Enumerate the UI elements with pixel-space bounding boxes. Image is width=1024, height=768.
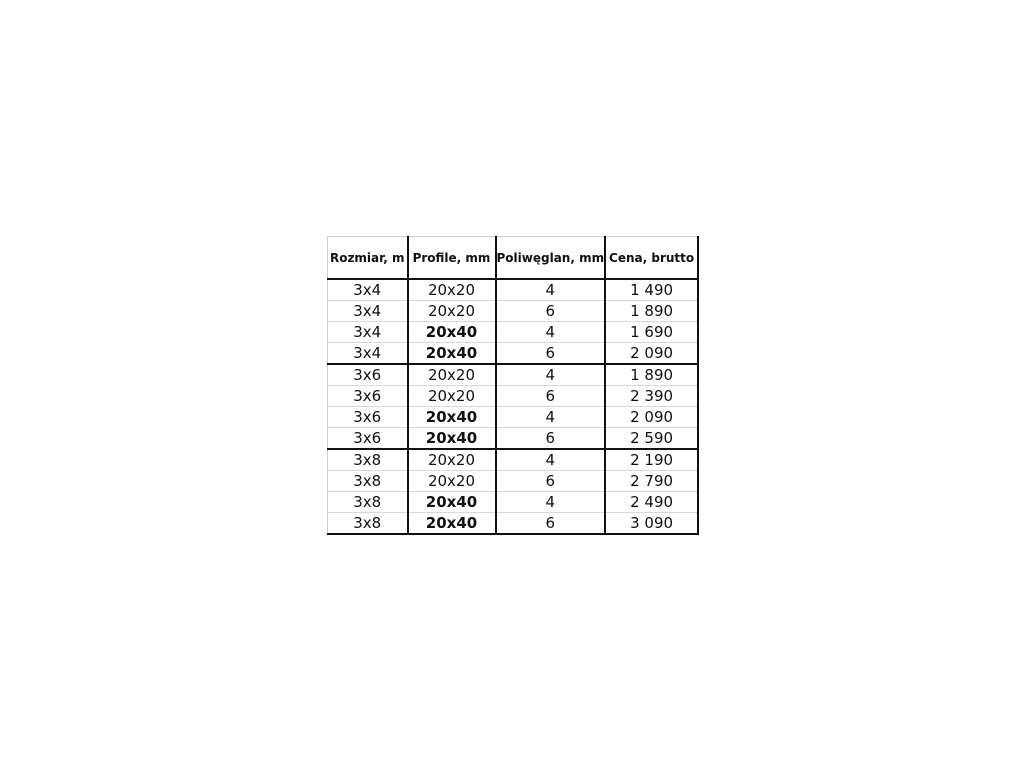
cell-profile: 20x20 <box>408 386 496 407</box>
cell-size: 3x8 <box>328 513 408 535</box>
cell-price: 1 490 <box>605 279 698 301</box>
cell-size: 3x8 <box>328 471 408 492</box>
cell-polycarbonate: 6 <box>496 428 606 450</box>
cell-price: 1 890 <box>605 301 698 322</box>
cell-polycarbonate: 6 <box>496 513 606 535</box>
cell-profile: 20x20 <box>408 364 496 386</box>
cell-profile: 20x20 <box>408 301 496 322</box>
price-table <box>327 236 699 535</box>
cell-price: 2 190 <box>605 449 698 471</box>
cell-polycarbonate: 4 <box>496 322 606 343</box>
table-row <box>328 407 699 428</box>
cell-polycarbonate: 4 <box>496 364 606 386</box>
cell-polycarbonate: 4 <box>496 407 606 428</box>
table-row <box>328 343 699 365</box>
cell-polycarbonate: 4 <box>496 279 606 301</box>
cell-polycarbonate: 6 <box>496 386 606 407</box>
cell-polycarbonate: 4 <box>496 492 606 513</box>
table-row <box>328 492 699 513</box>
cell-price: 3 090 <box>605 513 698 535</box>
cell-size: 3x4 <box>328 301 408 322</box>
cell-size: 3x8 <box>328 492 408 513</box>
table-row <box>328 322 699 343</box>
cell-price: 2 590 <box>605 428 698 450</box>
cell-profile: 20x40 <box>408 513 496 535</box>
cell-price: 2 490 <box>605 492 698 513</box>
cell-profile: 20x40 <box>408 322 496 343</box>
cell-profile: 20x20 <box>408 471 496 492</box>
header-price: Cena, brutto <box>605 237 698 280</box>
cell-size: 3x6 <box>328 386 408 407</box>
cell-profile: 20x40 <box>408 343 496 365</box>
cell-price: 2 790 <box>605 471 698 492</box>
table-row <box>328 449 699 471</box>
table-row <box>328 364 699 386</box>
header-row <box>328 237 699 280</box>
table-body <box>328 279 699 534</box>
header-size: Rozmiar, m <box>328 237 408 280</box>
table-row <box>328 301 699 322</box>
cell-price: 2 090 <box>605 407 698 428</box>
cell-polycarbonate: 6 <box>496 301 606 322</box>
table-row <box>328 428 699 450</box>
cell-profile: 20x40 <box>408 492 496 513</box>
cell-profile: 20x20 <box>408 279 496 301</box>
cell-price: 2 390 <box>605 386 698 407</box>
cell-size: 3x8 <box>328 449 408 471</box>
table-row <box>328 279 699 301</box>
cell-price: 2 090 <box>605 343 698 365</box>
cell-price: 1 890 <box>605 364 698 386</box>
cell-profile: 20x20 <box>408 449 496 471</box>
cell-size: 3x6 <box>328 364 408 386</box>
cell-size: 3x6 <box>328 407 408 428</box>
cell-polycarbonate: 6 <box>496 343 606 365</box>
table-row <box>328 513 699 535</box>
cell-polycarbonate: 4 <box>496 449 606 471</box>
cell-size: 3x4 <box>328 279 408 301</box>
cell-size: 3x4 <box>328 322 408 343</box>
cell-profile: 20x40 <box>408 407 496 428</box>
header-profile: Profile, mm <box>408 237 496 280</box>
cell-size: 3x6 <box>328 428 408 450</box>
cell-profile: 20x40 <box>408 428 496 450</box>
table-row <box>328 471 699 492</box>
cell-size: 3x4 <box>328 343 408 365</box>
cell-price: 1 690 <box>605 322 698 343</box>
cell-polycarbonate: 6 <box>496 471 606 492</box>
header-polycarbonate: Poliwęglan, mm <box>496 237 606 280</box>
table-header <box>328 237 699 280</box>
table-row <box>328 386 699 407</box>
